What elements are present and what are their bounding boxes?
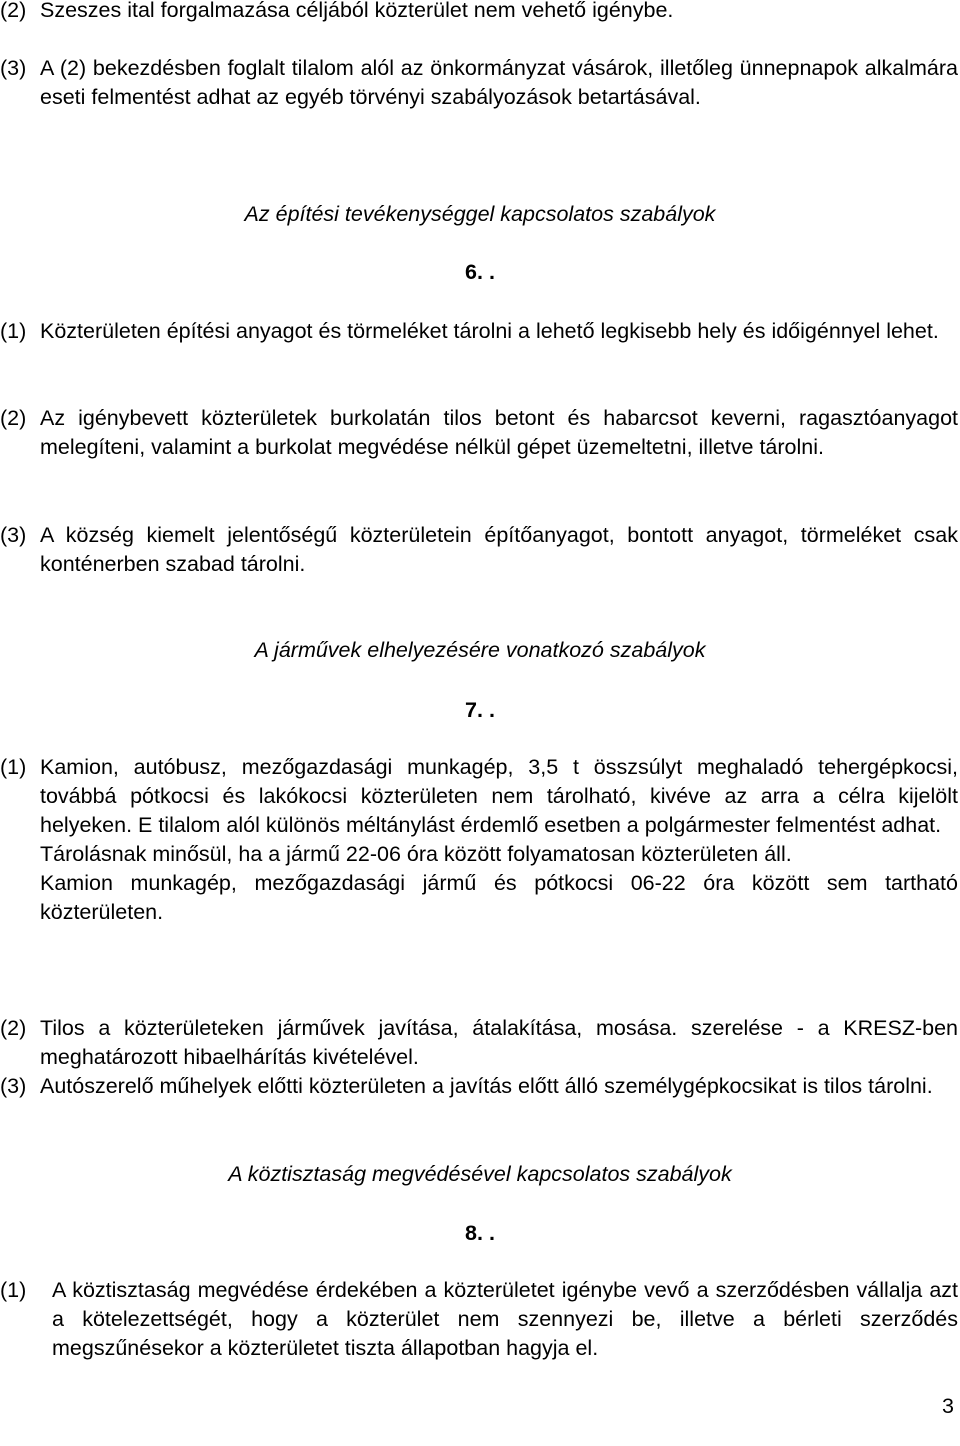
paragraph-text: A köztisztaság megvédése érdekében a közterületet igénybe vevő a szerződésben vállalja azt a kötelezettségét, hogy a közterület nem szennyezi be, illetve a bérleti szerződés megszűnésekor a közterületet tiszta állapotban hagyja el. <box>52 1278 958 1360</box>
paragraph-number: (1) <box>0 1278 27 1302</box>
paragraph-number: (2) <box>0 1016 27 1040</box>
section7-paragraph-2 <box>0 1014 958 1072</box>
section-heading: A köztisztaság megvédésével kapcsolatos szabályok <box>228 1162 732 1186</box>
paragraph-number: (3) <box>0 56 27 80</box>
section-number: 7. . <box>465 698 495 722</box>
paragraph-text: Tilos a közterületeken járművek javítása, átalakítása, mosása. szerelése - a KRESZ-ben meghatározott hibaelhárítás kivételével. <box>40 1016 958 1069</box>
section-heading: Az építési tevékenységgel kapcsolatos szabályok <box>244 202 716 226</box>
section6-paragraph-1 <box>0 317 958 346</box>
paragraph-number: (3) <box>0 523 27 547</box>
page-number: 3 <box>942 1394 954 1418</box>
paragraph-text <box>40 753 958 927</box>
section-number: 8. . <box>465 1221 495 1245</box>
paragraph-text: A (2) bekezdésben foglalt tilalom alól az önkormányzat vásárok, illetőleg ünnepnapok alkalmára eseti felmentést adhat az egyéb törvényi szabályozások betartásával. <box>40 56 958 109</box>
paragraph-text-part: Kamion munkagép, mezőgazdasági jármű és pótkocsi 06-22 óra között sem tartható közterületen. <box>40 871 958 924</box>
paragraph-number: (2) <box>0 406 27 430</box>
paragraph-number: (1) <box>0 755 27 779</box>
paragraph-text: Autószerelő műhelyek előtti közterületen a javítás előtt álló személygépkocsikat is tilos tárolni. <box>40 1074 933 1098</box>
section7-paragraph-3 <box>0 1072 958 1101</box>
section-number: 6. . <box>465 260 495 284</box>
paragraph-text-part: Kamion, autóbusz, mezőgazdasági munkagép, 3,5 t összsúlyt meghaladó tehergépkocsi, továbbá pótkocsi és lakókocsi közterületen nem tárolható, kivéve az arra a célra kijelölt helyeken. E tilalom alól különös méltánylást érdemlő esetben a polgármester felmentést adhat. <box>40 755 958 837</box>
paragraph-3 <box>0 54 958 112</box>
paragraph-text: Közterületen építési anyagot és törmeléket tárolni a lehető legkisebb hely és időigénnyel lehet. <box>40 319 939 343</box>
paragraph-number: (3) <box>0 1074 27 1098</box>
section-heading: A járművek elhelyezésére vonatkozó szabályok <box>254 638 706 662</box>
paragraph-number: (2) <box>0 0 27 22</box>
section7-paragraph-1 <box>0 753 958 927</box>
paragraph-number: (1) <box>0 319 27 343</box>
section6-paragraph-3 <box>0 521 958 579</box>
section8-paragraph-1 <box>0 1276 958 1363</box>
paragraph-text: Az igénybevett közterületek burkolatán tilos betont és habarcsot keverni, ragasztóanyagot melegíteni, valamint a burkolat megvédése nélkül gépet üzemeltetni, illetve tárolni. <box>40 406 958 459</box>
paragraph-text: Szeszes ital forgalmazása céljából közterület nem vehető igénybe. <box>40 0 674 22</box>
paragraph-2 <box>0 0 958 25</box>
paragraph-text-part: Tárolásnak minősül, ha a jármű 22-06 óra között folyamatosan közterületen áll. <box>40 842 792 866</box>
paragraph-text: A község kiemelt jelentőségű közterületein építőanyagot, bontott anyagot, törmeléket csak konténerben szabad tárolni. <box>40 523 958 576</box>
section6-paragraph-2 <box>0 404 958 462</box>
